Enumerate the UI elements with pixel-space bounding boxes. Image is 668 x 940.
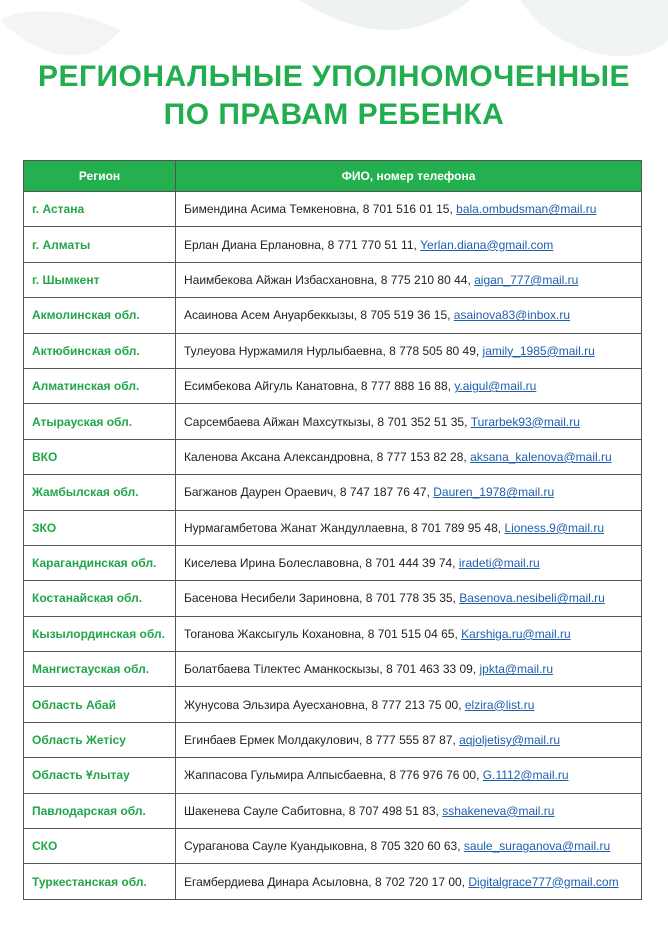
table-row (24, 722, 642, 757)
table-row (24, 439, 642, 474)
region-cell: г. Астана (24, 192, 176, 227)
table-row (24, 652, 642, 687)
email-link[interactable]: Lioness.9@mail.ru (504, 520, 605, 535)
table-row (24, 793, 642, 828)
table-row (24, 864, 642, 899)
contact-cell (176, 439, 642, 474)
email-link[interactable]: Dauren_1978@mail.ru (433, 485, 555, 500)
contact-cell (176, 192, 642, 227)
region-cell: Акмолинская обл. (24, 298, 176, 333)
email-link[interactable]: saule_suraganova@mail.ru (463, 839, 611, 854)
email-link[interactable]: aqjoljetisy@mail.ru (459, 733, 561, 748)
contact-cell (176, 510, 642, 545)
name-phone-text: Нурмагамбетова Жанат Жандуллаевна, 8 701 789 95 48, (184, 520, 505, 535)
region-cell: Атырауская обл. (24, 404, 176, 439)
contact-cell (176, 616, 642, 651)
table-row (24, 687, 642, 722)
contact-cell (176, 652, 642, 687)
table-row (24, 262, 642, 297)
region-cell: г. Шымкент (24, 262, 176, 297)
email-link[interactable]: y.aigul@mail.ru (454, 379, 537, 394)
region-cell: Павлодарская обл. (24, 793, 176, 828)
table-row (24, 404, 642, 439)
region-cell: Область Ұлытау (24, 758, 176, 793)
name-phone-text: Шакенева Сауле Сабитовна, 8 707 498 51 83, (184, 803, 443, 818)
table-row (24, 192, 642, 227)
table-row (24, 227, 642, 262)
email-link[interactable]: jpkta@mail.ru (479, 662, 554, 677)
name-phone-text: Бимендина Асима Темкеновна, 8 701 516 01 15, (184, 202, 457, 217)
email-link[interactable]: elzira@list.ru (464, 697, 535, 712)
title-line-1: РЕГИОНАЛЬНЫЕ УПОЛНОМОЧЕННЫЕ (37, 60, 631, 93)
page-title (0, 58, 668, 134)
contact-cell (176, 475, 642, 510)
name-phone-text: Сарсембаева Айжан Махсуткызы, 8 701 352 51 35, (184, 414, 471, 429)
region-cell: Кызылординская обл. (24, 616, 176, 651)
email-link[interactable]: aigan_777@mail.ru (474, 272, 579, 287)
table-header-row (24, 161, 642, 192)
name-phone-text: Ерлан Диана Ерлановна, 8 771 770 51 11, (184, 237, 421, 252)
email-link[interactable]: Karshiga.ru@mail.ru (461, 626, 571, 641)
region-cell: Алматинская обл. (24, 368, 176, 403)
name-phone-text: Киселева Ирина Болеславовна, 8 701 444 39 74, (184, 556, 459, 571)
name-phone-text: Тоганова Жаксыгуль Кохановна, 8 701 515 04 65, (184, 626, 462, 641)
email-link[interactable]: aksana_kalenova@mail.ru (470, 449, 612, 464)
name-phone-text: Жунусова Эльзира Ауесхановна, 8 777 213 75 00, (184, 697, 465, 712)
region-cell: г. Алматы (24, 227, 176, 262)
name-phone-text: Каленова Аксана Александровна, 8 777 153 82 28, (184, 449, 471, 464)
email-link[interactable]: Turarbek93@mail.ru (470, 414, 580, 429)
region-cell: Костанайская обл. (24, 581, 176, 616)
contact-cell (176, 864, 642, 899)
contact-cell (176, 368, 642, 403)
table-row (24, 581, 642, 616)
region-cell: Область Абай (24, 687, 176, 722)
region-cell: Туркестанская обл. (24, 864, 176, 899)
region-cell: СКО (24, 829, 176, 864)
name-phone-text: Есимбекова Айгуль Канатовна, 8 777 888 16 88, (184, 379, 455, 394)
title-line-2: ПО ПРАВАМ РЕБЕНКА (163, 98, 505, 131)
name-phone-text: Басенова Несибели Зариновна, 8 701 778 35 35, (184, 591, 460, 606)
region-cell: Область Жетісу (24, 722, 176, 757)
contact-cell (176, 227, 642, 262)
table-row (24, 829, 642, 864)
table-row (24, 333, 642, 368)
email-link[interactable]: sshakeneva@mail.ru (442, 803, 555, 818)
name-phone-text: Наимбекова Айжан Избасхановна, 8 775 210 80 44, (184, 272, 475, 287)
name-phone-text: Жаппасова Гульмира Алпысбаевна, 8 776 976 76 00, (184, 768, 483, 783)
column-header-name-phone: ФИО, номер телефона (176, 161, 642, 192)
contact-cell (176, 722, 642, 757)
email-link[interactable]: bala.ombudsman@mail.ru (456, 202, 597, 217)
contact-cell (176, 829, 642, 864)
region-cell: Мангистауская обл. (24, 652, 176, 687)
region-cell: Актюбинская обл. (24, 333, 176, 368)
table-row (24, 616, 642, 651)
email-link[interactable]: iradeti@mail.ru (458, 556, 540, 571)
contact-cell (176, 687, 642, 722)
contact-cell (176, 581, 642, 616)
email-link[interactable]: Yerlan.diana@gmail.com (420, 237, 554, 252)
region-cell: Жамбылская обл. (24, 475, 176, 510)
table-row (24, 475, 642, 510)
table-row (24, 368, 642, 403)
email-link[interactable]: jamily_1985@mail.ru (482, 343, 595, 358)
contact-cell (176, 545, 642, 580)
region-cell: ВКО (24, 439, 176, 474)
contact-cell (176, 298, 642, 333)
email-link[interactable]: Digitalgrace777@gmail.com (468, 874, 619, 889)
email-link[interactable]: G.1112@mail.ru (482, 768, 569, 783)
name-phone-text: Егамбердиева Динара Асыловна, 8 702 720 17 00, (184, 874, 469, 889)
table-row (24, 510, 642, 545)
contact-cell (176, 333, 642, 368)
contact-cell (176, 758, 642, 793)
email-link[interactable]: Basenova.nesibeli@mail.ru (459, 591, 605, 606)
name-phone-text: Егинбаев Ермек Молдакулович, 8 777 555 87 87, (184, 733, 460, 748)
region-cell: ЗКО (24, 510, 176, 545)
name-phone-text: Сураганова Сауле Куандыковна, 8 705 320 60 63, (184, 839, 464, 854)
contact-cell (176, 793, 642, 828)
name-phone-text: Асаинова Асем Ануарбеккызы, 8 705 519 36 15, (184, 308, 454, 323)
ombudsman-table (23, 160, 642, 900)
name-phone-text: Тулеуова Нуржамиля Нурлыбаевна, 8 778 505 80 49, (184, 343, 483, 358)
table-row (24, 298, 642, 333)
contact-cell (176, 262, 642, 297)
contact-cell (176, 404, 642, 439)
table-row (24, 758, 642, 793)
region-cell: Карагандинская обл. (24, 545, 176, 580)
name-phone-text: Багжанов Даурен Ораевич, 8 747 187 76 47, (184, 485, 434, 500)
column-header-region: Регион (24, 161, 176, 192)
name-phone-text: Болатбаева Тілектес Аманкоскызы, 8 701 463 33 09, (184, 662, 480, 677)
email-link[interactable]: asainova83@inbox.ru (453, 308, 571, 323)
table-row (24, 545, 642, 580)
